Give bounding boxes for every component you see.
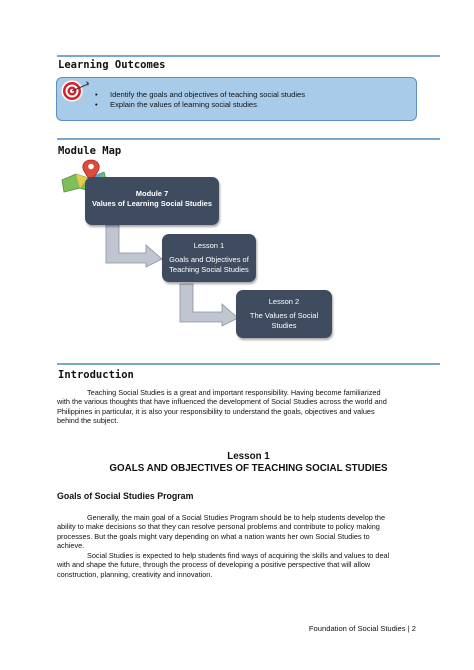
text-line: Generally, the main goal of a Social Studies Program should be to help students develop the <box>87 513 386 522</box>
introduction-rule <box>57 363 440 365</box>
text-line: processes. But the goals might vary depending on what a nation wants her own Social Studies to <box>57 531 370 541</box>
text-line: with and shape the future, through the process of developing a positive perspective that will allow <box>57 560 371 570</box>
lesson-1-box <box>162 234 256 282</box>
text-line: Social Studies is expected to help students find ways of acquiring the skills and values to deal <box>87 551 390 560</box>
text-line: with the various thoughts that have influenced the development of Social Studies across the world and <box>57 397 387 407</box>
text-line: construction, planning, creativity and innovation. <box>57 569 213 579</box>
text-line: achieve. <box>57 541 85 551</box>
lesson-2-title-line1: The Values of Social <box>249 311 319 320</box>
outcome-item: • Identify the goals and objectives of teaching social studies <box>95 90 305 100</box>
goals-paragraph-2 <box>57 551 417 579</box>
module-title: Values of Learning Social Studies <box>91 199 213 208</box>
lesson-2-label: Lesson 2 <box>268 297 300 306</box>
flow-arrow <box>178 282 240 328</box>
target-icon <box>60 78 90 104</box>
module-map-heading: Module Map <box>58 145 122 157</box>
module-7-box <box>85 177 219 225</box>
module-map-rule <box>57 138 440 140</box>
lesson-1-label: Lesson 1 <box>193 241 225 250</box>
introduction-heading: Introduction <box>58 369 134 381</box>
lesson-1-title-line1: Goals and Objectives of <box>169 255 249 264</box>
introduction-paragraph <box>57 388 417 426</box>
lesson-number: Lesson 1 <box>227 451 270 462</box>
module-label: Module 7 <box>135 189 169 198</box>
text-line: ability to make decisions so that they can resolve personal problems and contribute to policy making <box>57 522 380 532</box>
text-line: Teaching Social Studies is a great and important responsibility. Having become familiarized <box>87 388 381 397</box>
text-line: Philippines in particular, it is also your responsibility to understand the goals, objectives and values <box>57 406 375 416</box>
learning-outcomes-list <box>95 90 305 110</box>
flow-arrow <box>104 223 164 269</box>
lesson-title: GOALS AND OBJECTIVES OF TEACHING SOCIAL STUDIES <box>109 463 388 474</box>
goals-paragraph-1 <box>57 513 417 551</box>
top-rule <box>57 55 440 57</box>
outcome-item: • Explain the values of learning social studies <box>95 100 305 110</box>
learning-outcomes-heading: Learning Outcomes <box>58 59 166 71</box>
page-footer: Foundation of Social Studies | 2 <box>308 624 416 633</box>
goals-heading: Goals of Social Studies Program <box>57 491 194 501</box>
lesson-1-title-line2: Teaching Social Studies <box>169 265 249 274</box>
lesson-2-box <box>236 290 332 338</box>
text-line: behind the subject. <box>57 416 119 426</box>
lesson-2-title-line2: Studies <box>271 321 297 330</box>
